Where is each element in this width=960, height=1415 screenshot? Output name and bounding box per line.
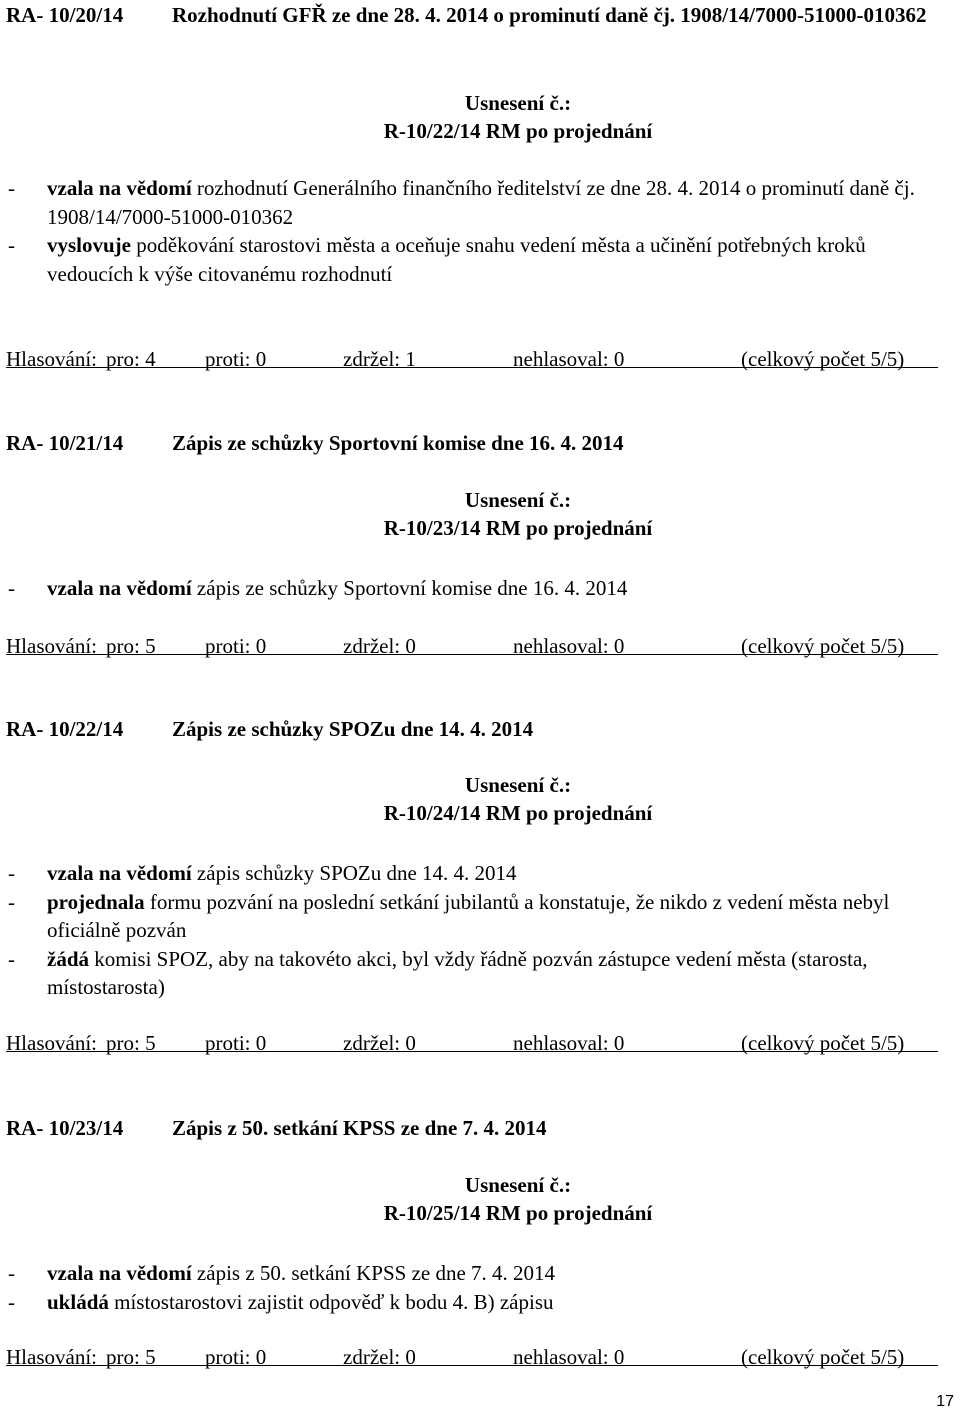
resolution-text: zápis ze schůzky Sportovní komise dne 16. 4. 2014 xyxy=(191,576,628,600)
vote-zdrzel: zdržel: 0 xyxy=(343,1345,416,1369)
resolution-label: Usnesení č.: xyxy=(464,488,572,512)
item-code: RA- 10/21/14 xyxy=(6,431,124,455)
resolution-number: R-10/23/14 RM po projednání xyxy=(383,516,653,540)
resolution-verb: vzala na vědomí xyxy=(47,861,192,885)
vote-line xyxy=(6,345,938,373)
resolution-verb: projednala xyxy=(47,889,145,914)
vote-pro: pro: 5 xyxy=(106,1031,156,1055)
resolution-item: - vzala na vědomí zápis z 50. setkání KPSS ze dne 7. 4. 2014 xyxy=(8,1261,556,1285)
vote-pro: pro: 5 xyxy=(106,634,156,658)
resolution-label: Usnesení č.: xyxy=(464,773,572,797)
resolution-item: - žádá komisi SPOZ, aby na takovéto akci, byl vždy řádně pozván zástupce vedení města (starosta, místostarosta) xyxy=(8,946,868,999)
resolution-text: komisi SPOZ, aby na takovéto akci, byl vždy řádně pozván zástupce vedení města (starosta, místostarosta) xyxy=(47,946,868,999)
vote-total: (celkový počet 5/5) xyxy=(741,347,905,371)
vote-total: (celkový počet 5/5) xyxy=(741,1031,905,1055)
vote-pro: pro: 5 xyxy=(106,1345,156,1369)
vote-line xyxy=(6,632,938,660)
resolution-verb: vzala na vědomí xyxy=(47,176,192,200)
item-title: Zápis ze schůzky Sportovní komise dne 16. 4. 2014 xyxy=(172,431,624,455)
resolution-verb: vyslovuje xyxy=(47,233,131,257)
item-title: Rozhodnutí GFŘ ze dne 28. 4. 2014 o prominutí daně čj. 1908/14/7000-51000-010362 xyxy=(172,3,927,27)
resolution-item: - vzala na vědomí zápis schůzky SPOZu dne 14. 4. 2014 xyxy=(8,861,517,885)
vote-proti: proti: 0 xyxy=(205,347,267,371)
vote-underline xyxy=(6,1051,938,1052)
resolution-text: zápis schůzky SPOZu dne 14. 4. 2014 xyxy=(191,861,517,885)
vote-label: Hlasování: xyxy=(6,347,97,371)
resolution-text: místostarostovi zajistit odpověď k bodu 4. B) zápisu xyxy=(108,1289,554,1314)
resolution-verb: vzala na vědomí xyxy=(47,1261,192,1285)
vote-nehlasoval: nehlasoval: 0 xyxy=(513,634,625,658)
resolution-text: zápis z 50. setkání KPSS ze dne 7. 4. 2014 xyxy=(191,1261,556,1285)
resolution-items xyxy=(0,1259,950,1316)
resolution-item: - projednala formu pozvání na poslední setkání jubilantů a konstatuje, že nikdo z vedení města nebyl oficiálně pozván xyxy=(8,889,890,942)
resolution-items xyxy=(0,574,950,603)
resolution-number: R-10/25/14 RM po projednání xyxy=(383,1201,653,1225)
resolution-verb: ukládá xyxy=(47,1289,109,1314)
vote-proti: proti: 0 xyxy=(205,634,267,658)
resolution-label: Usnesení č.: xyxy=(464,1173,572,1197)
vote-label: Hlasování: xyxy=(6,1345,97,1369)
vote-zdrzel: zdržel: 0 xyxy=(343,634,416,658)
resolution-items xyxy=(0,859,950,1002)
vote-underline xyxy=(6,1365,938,1366)
vote-line xyxy=(6,1343,938,1371)
item-code: RA- 10/20/14 xyxy=(6,3,124,27)
vote-nehlasoval: nehlasoval: 0 xyxy=(513,1345,625,1369)
vote-nehlasoval: nehlasoval: 0 xyxy=(513,347,625,371)
item-title: Zápis z 50. setkání KPSS ze dne 7. 4. 2014 xyxy=(172,1116,547,1140)
item-code: RA- 10/23/14 xyxy=(6,1116,124,1140)
vote-zdrzel: zdržel: 0 xyxy=(343,1031,416,1055)
vote-nehlasoval: nehlasoval: 0 xyxy=(513,1031,625,1055)
vote-total: (celkový počet 5/5) xyxy=(741,634,905,658)
resolution-label: Usnesení č.: xyxy=(464,91,572,115)
vote-label: Hlasování: xyxy=(6,634,97,658)
resolution-text: rozhodnutí Generálního finančního ředitelství ze dne 28. 4. 2014 o prominutí daně čj. 1908/14/7000-51000-010362 xyxy=(47,176,915,229)
resolution-number: R-10/24/14 RM po projednání xyxy=(383,801,653,825)
page-number: 17 xyxy=(936,1393,954,1410)
resolution-item: - vyslovuje poděkování starostovi města a oceňuje snahu vedení města a učinění potřebných kroků vedoucích k výše citovanému rozhodnutí xyxy=(8,233,866,286)
item-title: Zápis ze schůzky SPOZu dne 14. 4. 2014 xyxy=(172,717,534,741)
resolution-item: - ukládá místostarostovi zajistit odpověď k bodu 4. B) zápisu xyxy=(8,1289,554,1314)
resolution-verb: žádá xyxy=(47,946,89,971)
resolution-item: - vzala na vědomí zápis ze schůzky Sportovní komise dne 16. 4. 2014 xyxy=(8,576,628,600)
vote-line xyxy=(6,1029,938,1057)
resolution-verb: vzala na vědomí xyxy=(47,576,192,600)
vote-proti: proti: 0 xyxy=(205,1031,267,1055)
vote-pro: pro: 4 xyxy=(106,347,156,371)
vote-total: (celkový počet 5/5) xyxy=(741,1345,905,1369)
vote-label: Hlasování: xyxy=(6,1031,97,1055)
vote-underline xyxy=(6,654,938,655)
vote-underline xyxy=(6,367,938,368)
resolution-items xyxy=(0,174,950,288)
resolution-number: R-10/22/14 RM po projednání xyxy=(383,119,653,143)
resolution-text: poděkování starostovi města a oceňuje snahu vedení města a učinění potřebných kroků vedoucích k výše citovanému rozhodnutí xyxy=(47,233,866,286)
resolution-item: - vzala na vědomí rozhodnutí Generálního finančního ředitelství ze dne 28. 4. 2014 o prominutí daně čj. 1908/14/7000-51000-010362 xyxy=(8,176,915,229)
vote-proti: proti: 0 xyxy=(205,1345,267,1369)
item-code: RA- 10/22/14 xyxy=(6,717,124,741)
vote-zdrzel: zdržel: 1 xyxy=(343,347,416,371)
resolution-text: formu pozvání na poslední setkání jubilantů a konstatuje, že nikdo z vedení města nebyl oficiálně pozván xyxy=(47,889,890,942)
